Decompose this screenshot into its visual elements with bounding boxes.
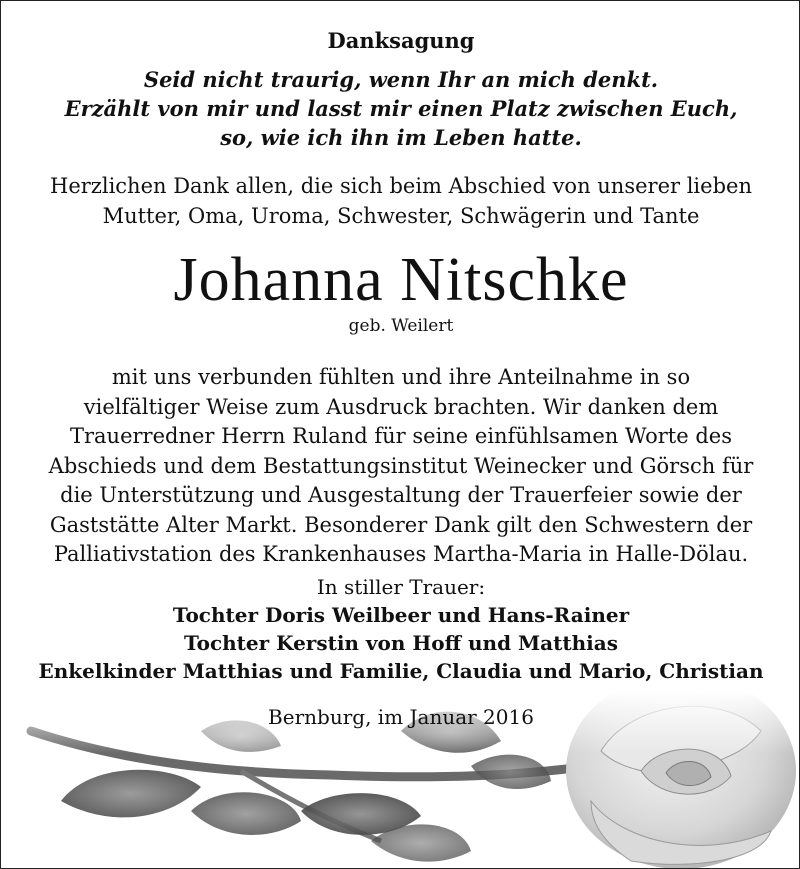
body-line: vielfältiger Weise zum Ausdruck brachten. Wir danken dem [83, 394, 719, 419]
deceased-name: Johanna Nitschke [173, 246, 629, 314]
body-line: Trauerredner Herrn Ruland für seine einfühlsamen Worte des [69, 424, 732, 448]
maiden-name: geb. Weilert [348, 316, 454, 336]
place-date: Bernburg, im Januar 2016 [268, 705, 534, 729]
thanks-body [1, 363, 800, 570]
motto-quote [1, 65, 800, 152]
motto-line: Erzählt von mir und lasst mir einen Platz zwischen Euch, [64, 96, 738, 121]
mourner-line: Tochter Doris Weilbeer und Hans-Rainer [172, 603, 630, 627]
grief-label: In stiller Trauer: [316, 575, 486, 599]
motto-line: Seid nicht traurig, wenn Ihr an mich denkt. [143, 67, 659, 92]
intro-line: Herzlichen Dank allen, die sich beim Abschied von unserer lieben [50, 174, 752, 198]
notice-heading: Danksagung [327, 28, 475, 53]
motto-line: so, wie ich ihn im Leben hatte. [220, 125, 582, 150]
mourner-line: Tochter Kerstin von Hoff und Matthias [184, 631, 618, 655]
intro-line: Mutter, Oma, Uroma, Schwester, Schwägerin und Tante [102, 204, 700, 228]
body-line: die Unterstützung und Ausgestaltung der Trauerfeier sowie der [60, 483, 742, 507]
body-line: Palliativstation des Krankenhauses Martha-Maria in Halle-Dölau. [53, 542, 749, 566]
body-line: Gaststätte Alter Markt. Besonderer Dank gilt den Schwestern der [49, 512, 753, 537]
intro-text [1, 171, 800, 231]
body-line: mit uns verbunden fühlten und ihre Anteilnahme in so [111, 365, 691, 389]
mourner-line: Enkelkinder Matthias und Familie, Claudia und Mario, Christian [38, 659, 764, 683]
body-line: Abschieds und dem Bestattungsinstitut Weinecker und Görsch für [48, 453, 754, 478]
